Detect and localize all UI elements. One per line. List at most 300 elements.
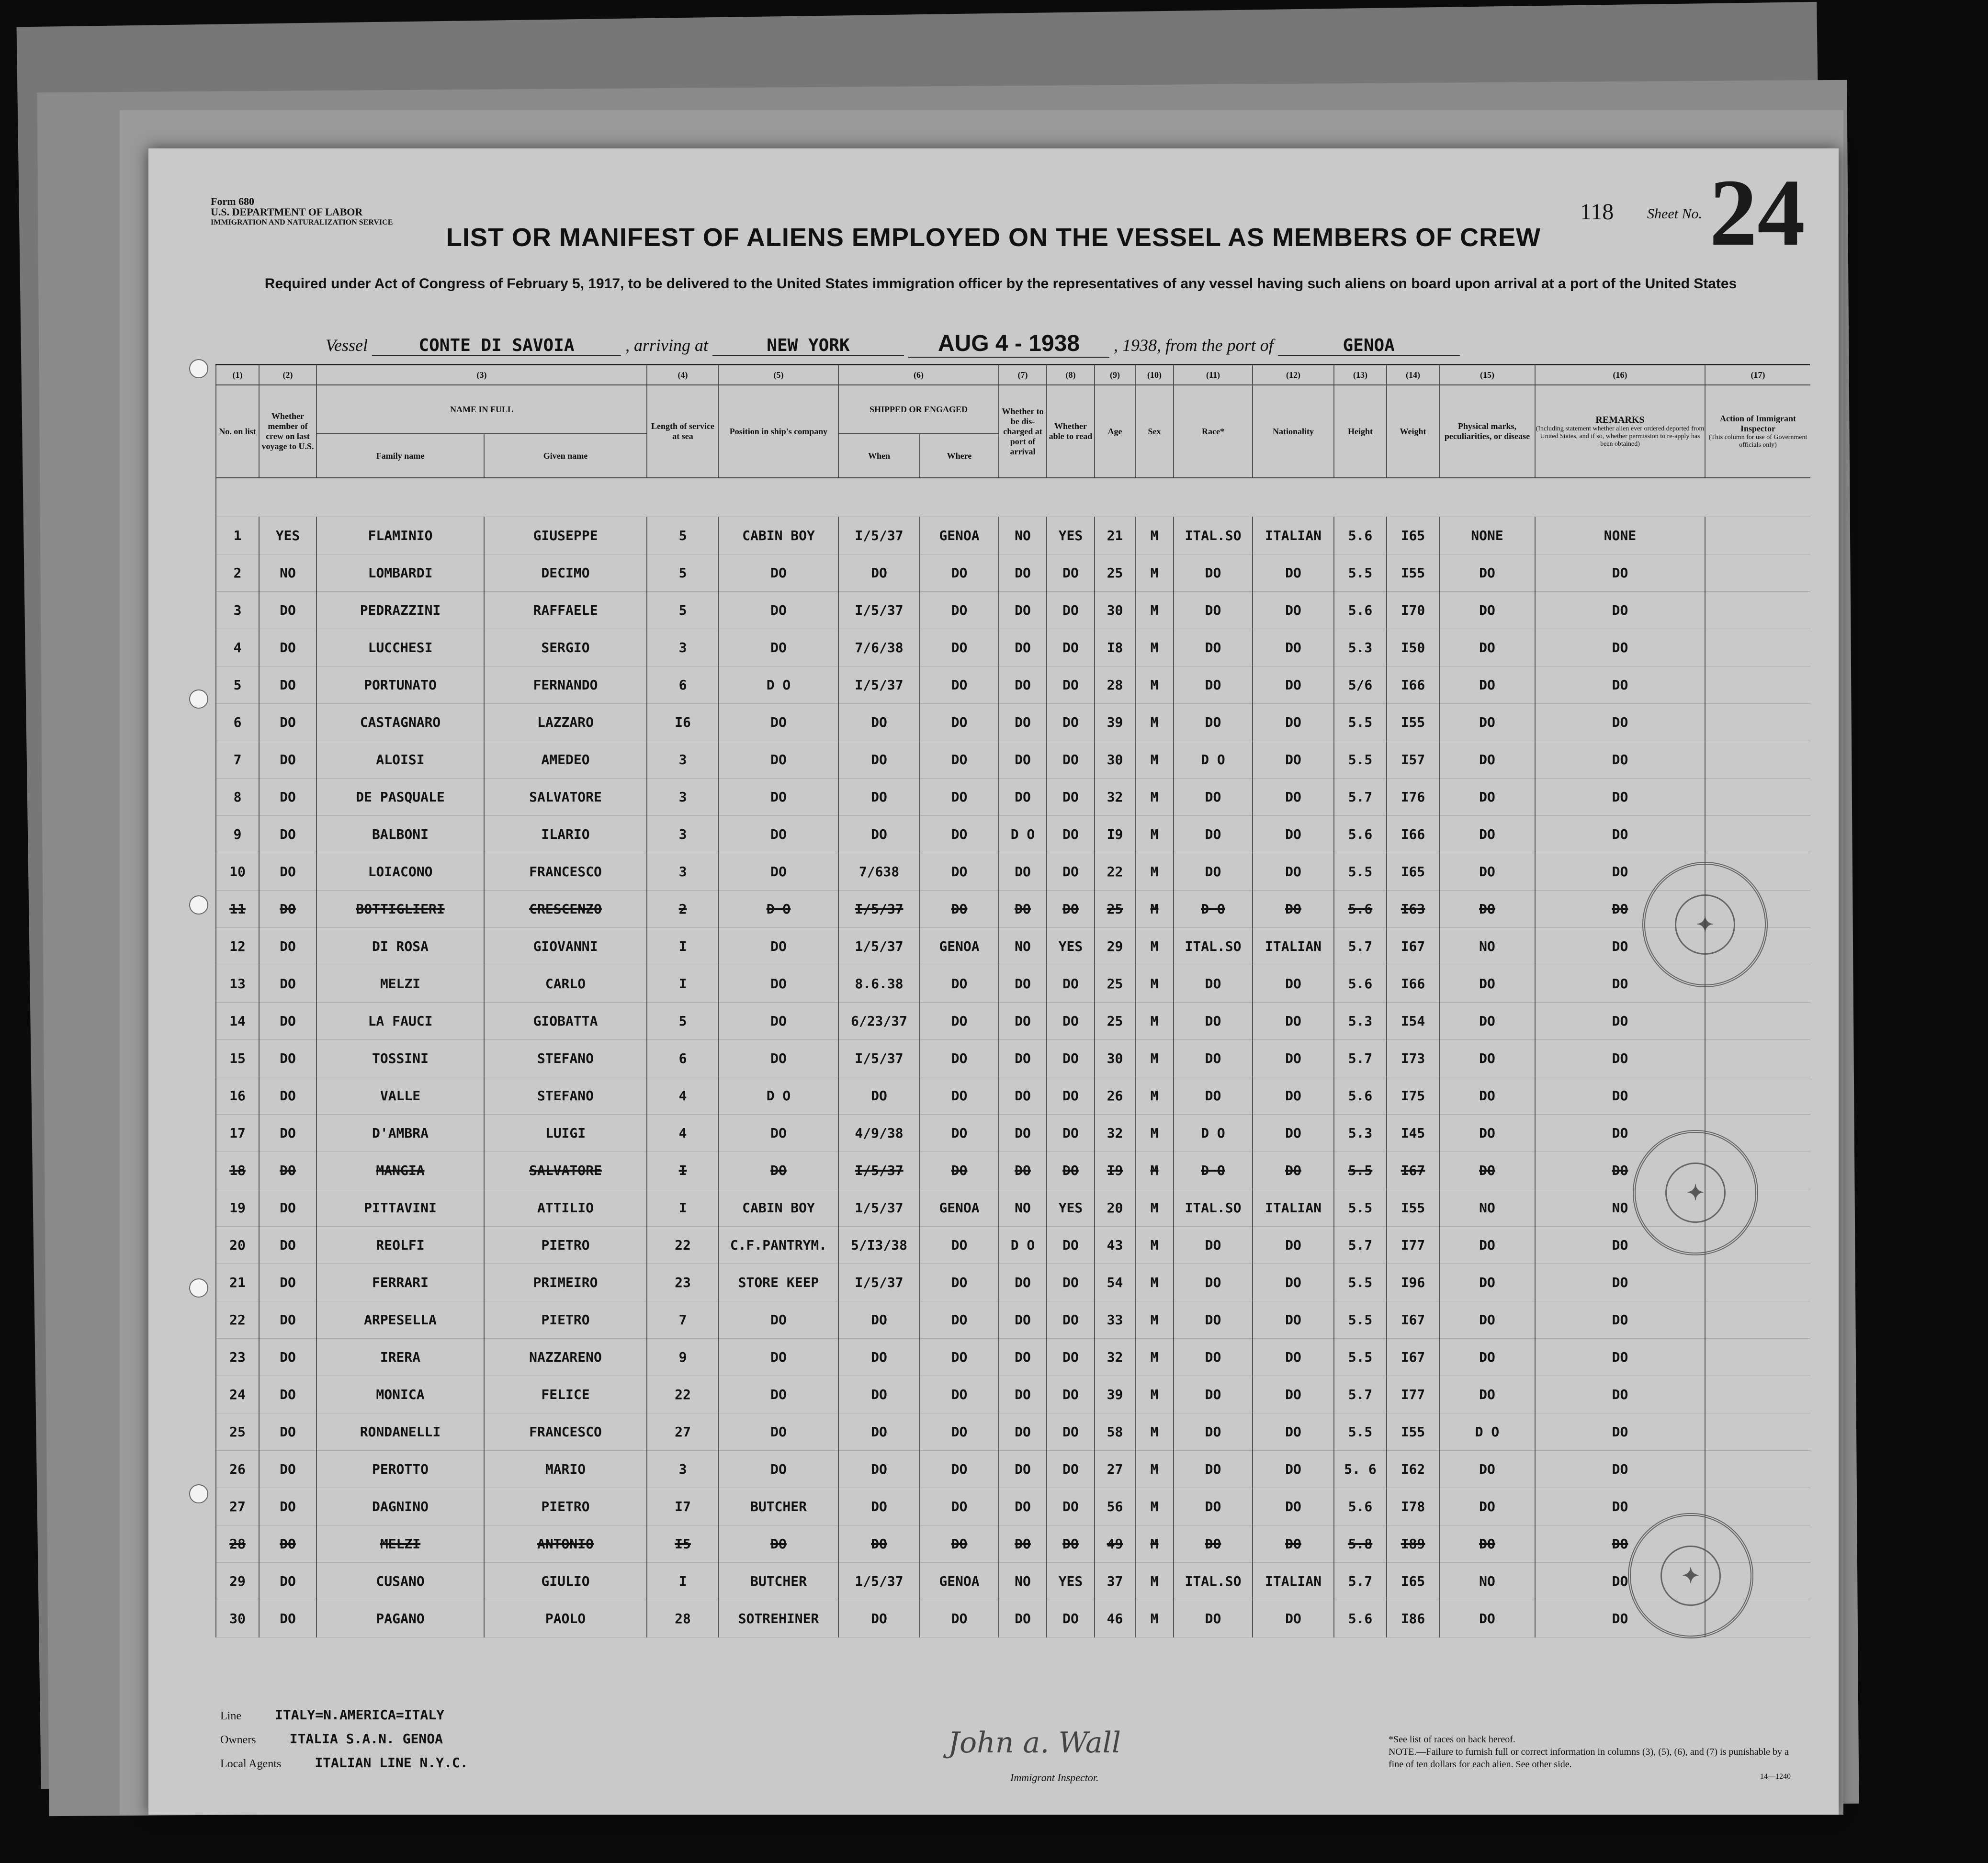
cell-age: 49 xyxy=(1095,1525,1135,1563)
vessel-line xyxy=(326,330,1714,358)
cell-disch: DO xyxy=(999,1451,1047,1488)
cell-remarks: NO xyxy=(1535,1189,1705,1227)
cell-disch: DO xyxy=(999,1376,1047,1413)
crew-row xyxy=(216,1488,1810,1525)
cell-sex: M xyxy=(1135,1227,1174,1264)
cell-given: GIULIO xyxy=(484,1563,647,1600)
cell-family: PAGANO xyxy=(316,1600,484,1637)
cell-race: DO xyxy=(1174,816,1253,853)
cell-read: DO xyxy=(1047,666,1095,704)
cell-where: GENOA xyxy=(920,1563,999,1600)
cell-position: SOTREHINER xyxy=(719,1600,838,1637)
cell-length: 4 xyxy=(647,1077,719,1115)
cell-length: 3 xyxy=(647,1451,719,1488)
col-position: Position in ship's company xyxy=(719,385,838,478)
cell-height: 5.5 xyxy=(1334,1301,1387,1339)
cell-sex: M xyxy=(1135,891,1174,928)
cell-weight: I67 xyxy=(1387,1152,1439,1189)
cell-length: I xyxy=(647,1563,719,1600)
cell-age: 32 xyxy=(1095,1339,1135,1376)
cell-read: YES xyxy=(1047,1189,1095,1227)
inspector-signature: John a. Wall xyxy=(948,1726,1121,1760)
cell-remarks: DO xyxy=(1535,928,1705,965)
col-number: (10) xyxy=(1135,365,1174,385)
cell-weight: I54 xyxy=(1387,1003,1439,1040)
cell-disch: DO xyxy=(999,779,1047,816)
col-number: (13) xyxy=(1334,365,1387,385)
cell-weight: I55 xyxy=(1387,1413,1439,1451)
cell-given: STEFANO xyxy=(484,1040,647,1077)
col-no: No. on list xyxy=(216,385,259,478)
col-number: (8) xyxy=(1047,365,1095,385)
cell-race: DO xyxy=(1174,592,1253,629)
cell-no: 15 xyxy=(216,1040,259,1077)
cell-no: 27 xyxy=(216,1488,259,1525)
consulate-stamp xyxy=(1642,862,1768,987)
cell-remarks: NONE xyxy=(1535,517,1705,554)
cell-nat: ITALIAN xyxy=(1253,928,1334,965)
cell-nat: DO xyxy=(1253,1451,1334,1488)
col-number: (11) xyxy=(1174,365,1253,385)
cell-race: DO xyxy=(1174,1040,1253,1077)
cell-disch: DO xyxy=(999,592,1047,629)
cell-remarks: DO xyxy=(1535,1040,1705,1077)
race-note: *See list of races on back hereof. xyxy=(1389,1734,1515,1745)
cell-where: DO xyxy=(920,1413,999,1451)
cell-action xyxy=(1705,629,1810,666)
cell-member: DO xyxy=(259,704,316,741)
cell-sex: M xyxy=(1135,816,1174,853)
cell-given: STEFANO xyxy=(484,1077,647,1115)
cell-sex: M xyxy=(1135,704,1174,741)
cell-race: DO xyxy=(1174,779,1253,816)
cell-sex: M xyxy=(1135,779,1174,816)
cell-length: 3 xyxy=(647,741,719,779)
cell-no: 7 xyxy=(216,741,259,779)
cell-when: I/5/37 xyxy=(838,891,920,928)
cell-remarks: DO xyxy=(1535,1376,1705,1413)
cell-remarks: DO xyxy=(1535,891,1705,928)
cell-height: 5.5 xyxy=(1334,741,1387,779)
cell-length: 5 xyxy=(647,592,719,629)
crew-row xyxy=(216,1227,1810,1264)
cell-where: DO xyxy=(920,1003,999,1040)
cell-length: 22 xyxy=(647,1227,719,1264)
crew-row xyxy=(216,554,1810,592)
cell-race: DO xyxy=(1174,853,1253,891)
crew-table-container xyxy=(215,364,1810,1696)
cell-read: DO xyxy=(1047,1264,1095,1301)
cell-length: 7 xyxy=(647,1301,719,1339)
cell-sex: M xyxy=(1135,1152,1174,1189)
cell-family: LUCCHESI xyxy=(316,629,484,666)
cell-height: 5.5 xyxy=(1334,853,1387,891)
cell-disch: DO xyxy=(999,629,1047,666)
col-family: Family name xyxy=(316,434,484,478)
cell-marks: DO xyxy=(1439,1600,1535,1637)
cell-nat: ITALIAN xyxy=(1253,1563,1334,1600)
cell-sex: M xyxy=(1135,1376,1174,1413)
cell-member: DO xyxy=(259,1488,316,1525)
cell-family: CUSANO xyxy=(316,1563,484,1600)
cell-sex: M xyxy=(1135,1003,1174,1040)
cell-marks: DO xyxy=(1439,1227,1535,1264)
cell-height: 5.6 xyxy=(1334,592,1387,629)
cell-read: DO xyxy=(1047,592,1095,629)
cell-family: PITTAVINI xyxy=(316,1189,484,1227)
cell-nat: DO xyxy=(1253,1339,1334,1376)
cell-no: 6 xyxy=(216,704,259,741)
penalty-note: NOTE.—Failure to furnish full or correct information in columns (3), (5), (6), and (7) is punishable by a fine of ten dollars for each alien. See other side. xyxy=(1389,1747,1789,1770)
agents-value: ITALIAN LINE N.Y.C. xyxy=(315,1755,468,1771)
col-number: (2) xyxy=(259,365,316,385)
cell-when: 1/5/37 xyxy=(838,928,920,965)
cell-marks: DO xyxy=(1439,666,1535,704)
cell-where: DO xyxy=(920,1376,999,1413)
cell-where: DO xyxy=(920,1115,999,1152)
cell-no: 23 xyxy=(216,1339,259,1376)
cell-disch: DO xyxy=(999,965,1047,1003)
cell-remarks: DO xyxy=(1535,965,1705,1003)
cell-read: DO xyxy=(1047,779,1095,816)
crew-row xyxy=(216,1189,1810,1227)
arriving-label: , arriving at xyxy=(625,336,708,355)
cell-age: 33 xyxy=(1095,1301,1135,1339)
cell-family: IRERA xyxy=(316,1339,484,1376)
cell-age: 54 xyxy=(1095,1264,1135,1301)
vessel-label: Vessel xyxy=(326,336,368,355)
cell-sex: M xyxy=(1135,928,1174,965)
cell-disch: DO xyxy=(999,1264,1047,1301)
cell-length: 27 xyxy=(647,1413,719,1451)
cell-age: 25 xyxy=(1095,891,1135,928)
cell-weight: I55 xyxy=(1387,1189,1439,1227)
cell-when: 7/638 xyxy=(838,853,920,891)
cell-marks: DO xyxy=(1439,1040,1535,1077)
cell-length: 5 xyxy=(647,554,719,592)
cell-remarks: DO xyxy=(1535,779,1705,816)
remarks-title: REMARKS xyxy=(1595,414,1645,425)
col-when: When xyxy=(838,434,920,478)
cell-remarks: DO xyxy=(1535,741,1705,779)
cell-read: DO xyxy=(1047,704,1095,741)
cell-age: 43 xyxy=(1095,1227,1135,1264)
cell-marks: DO xyxy=(1439,1152,1535,1189)
cell-action xyxy=(1705,1488,1810,1525)
cell-position: DO xyxy=(719,1115,838,1152)
cell-age: 30 xyxy=(1095,592,1135,629)
cell-where: DO xyxy=(920,554,999,592)
arrival-date: AUG 4 - 1938 xyxy=(908,330,1109,358)
cell-disch: DO xyxy=(999,1488,1047,1525)
cell-where: GENOA xyxy=(920,928,999,965)
cell-sex: M xyxy=(1135,741,1174,779)
cell-race: D O xyxy=(1174,1152,1253,1189)
cell-where: DO xyxy=(920,1525,999,1563)
cell-race: DO xyxy=(1174,1525,1253,1563)
cell-remarks: DO xyxy=(1535,1563,1705,1600)
cell-age: 20 xyxy=(1095,1189,1135,1227)
cell-member: DO xyxy=(259,1077,316,1115)
cell-no: 25 xyxy=(216,1413,259,1451)
cell-read: DO xyxy=(1047,1301,1095,1339)
cell-height: 5.6 xyxy=(1334,1077,1387,1115)
col-number: (3) xyxy=(316,365,647,385)
cell-no: 5 xyxy=(216,666,259,704)
cell-given: FRANCESCO xyxy=(484,853,647,891)
cell-where: DO xyxy=(920,891,999,928)
cell-height: 5.5 xyxy=(1334,1264,1387,1301)
sheet-stamp-number: 118 xyxy=(1580,199,1614,225)
cell-position: STORE KEEP xyxy=(719,1264,838,1301)
punch-hole xyxy=(189,689,208,709)
cell-member: DO xyxy=(259,1525,316,1563)
cell-read: DO xyxy=(1047,1600,1095,1637)
cell-read: YES xyxy=(1047,928,1095,965)
cell-no: 9 xyxy=(216,816,259,853)
cell-given: GIUSEPPE xyxy=(484,517,647,554)
cell-when: 4/9/38 xyxy=(838,1115,920,1152)
eagle-seal-icon: ✦ xyxy=(1660,1546,1721,1606)
crew-table xyxy=(215,365,1810,1637)
cell-length: 22 xyxy=(647,1376,719,1413)
cell-race: DO xyxy=(1174,1077,1253,1115)
cell-nat: DO xyxy=(1253,741,1334,779)
crew-row xyxy=(216,1451,1810,1488)
cell-marks: DO xyxy=(1439,816,1535,853)
col-number: (16) xyxy=(1535,365,1705,385)
cell-member: DO xyxy=(259,1152,316,1189)
cell-nat: DO xyxy=(1253,1077,1334,1115)
cell-where: DO xyxy=(920,1077,999,1115)
cell-family: PEROTTO xyxy=(316,1451,484,1488)
cell-given: LUIGI xyxy=(484,1115,647,1152)
cell-weight: I50 xyxy=(1387,629,1439,666)
cell-sex: M xyxy=(1135,1525,1174,1563)
cell-family: PORTUNATO xyxy=(316,666,484,704)
col-number: (12) xyxy=(1253,365,1334,385)
cell-position: DO xyxy=(719,1040,838,1077)
cell-family: CASTAGNARO xyxy=(316,704,484,741)
cell-member: DO xyxy=(259,853,316,891)
cell-length: 6 xyxy=(647,1040,719,1077)
remarks-note: (Including statement whether alien ever ordered deported from United States, and if so, whether permission to re-apply has been obtained) xyxy=(1536,425,1705,448)
cell-family: ARPESELLA xyxy=(316,1301,484,1339)
cell-weight: I70 xyxy=(1387,592,1439,629)
cell-race: DO xyxy=(1174,1451,1253,1488)
cell-nat: ITALIAN xyxy=(1253,517,1334,554)
cell-when: DO xyxy=(838,704,920,741)
consulate-stamp xyxy=(1633,1130,1758,1255)
cell-position: DO xyxy=(719,816,838,853)
cell-marks: DO xyxy=(1439,1264,1535,1301)
crew-row xyxy=(216,779,1810,816)
cell-family: MELZI xyxy=(316,1525,484,1563)
crew-row xyxy=(216,1003,1810,1040)
cell-action xyxy=(1705,1339,1810,1376)
cell-sex: M xyxy=(1135,1600,1174,1637)
cell-when: DO xyxy=(838,816,920,853)
arrival-port: NEW YORK xyxy=(712,336,904,356)
cell-disch: DO xyxy=(999,1115,1047,1152)
spacer-row xyxy=(216,478,1810,517)
page-subtitle: Required under Act of Congress of February 5, 1917, to be delivered to the United States immigration officer by the representatives of any vessel having such aliens on board upon arrival at a port of the United States xyxy=(264,276,1737,292)
consulate-stamp xyxy=(1628,1513,1753,1638)
cell-when: DO xyxy=(838,1301,920,1339)
cell-height: 5.5 xyxy=(1334,1152,1387,1189)
cell-given: PRIMEIRO xyxy=(484,1264,647,1301)
cell-remarks: DO xyxy=(1535,1339,1705,1376)
cell-read: DO xyxy=(1047,1376,1095,1413)
cell-when: I/5/37 xyxy=(838,517,920,554)
cell-weight: I65 xyxy=(1387,517,1439,554)
cell-when: I/5/37 xyxy=(838,1040,920,1077)
cell-when: DO xyxy=(838,554,920,592)
cell-weight: I73 xyxy=(1387,1040,1439,1077)
cell-where: DO xyxy=(920,1264,999,1301)
cell-member: DO xyxy=(259,666,316,704)
cell-position: DO xyxy=(719,1376,838,1413)
cell-action xyxy=(1705,1003,1810,1040)
cell-weight: I77 xyxy=(1387,1227,1439,1264)
cell-marks: NO xyxy=(1439,1189,1535,1227)
cell-length: 9 xyxy=(647,1339,719,1376)
crew-row xyxy=(216,1413,1810,1451)
cell-where: DO xyxy=(920,1600,999,1637)
cell-family: LOIACONO xyxy=(316,853,484,891)
cell-height: 5.6 xyxy=(1334,1488,1387,1525)
cell-member: DO xyxy=(259,1264,316,1301)
crew-row xyxy=(216,1563,1810,1600)
crew-row xyxy=(216,1525,1810,1563)
cell-sex: M xyxy=(1135,554,1174,592)
col-length: Length of service at sea xyxy=(647,385,719,478)
cell-when: DO xyxy=(838,741,920,779)
cell-no: 10 xyxy=(216,853,259,891)
sheet-label: Sheet No. xyxy=(1647,206,1702,222)
cell-no: 18 xyxy=(216,1152,259,1189)
cell-marks: DO xyxy=(1439,554,1535,592)
cell-family: TOSSINI xyxy=(316,1040,484,1077)
cell-race: ITAL.SO xyxy=(1174,928,1253,965)
cell-disch: DO xyxy=(999,1077,1047,1115)
cell-weight: I77 xyxy=(1387,1376,1439,1413)
cell-family: REOLFI xyxy=(316,1227,484,1264)
cell-given: PAOLO xyxy=(484,1600,647,1637)
cell-weight: I55 xyxy=(1387,704,1439,741)
cell-family: MELZI xyxy=(316,965,484,1003)
cell-where: DO xyxy=(920,965,999,1003)
cell-read: DO xyxy=(1047,1003,1095,1040)
cell-weight: I67 xyxy=(1387,1301,1439,1339)
crew-row xyxy=(216,1301,1810,1339)
col-sex: Sex xyxy=(1135,385,1174,478)
cell-age: 25 xyxy=(1095,554,1135,592)
cell-member: DO xyxy=(259,1563,316,1600)
cell-nat: DO xyxy=(1253,779,1334,816)
cell-read: DO xyxy=(1047,1077,1095,1115)
cell-family: MANGIA xyxy=(316,1152,484,1189)
action-title: Action of Immigrant Inspector xyxy=(1720,414,1796,433)
cell-when: I/5/37 xyxy=(838,592,920,629)
cell-weight: I55 xyxy=(1387,554,1439,592)
cell-remarks: DO xyxy=(1535,1413,1705,1451)
cell-where: GENOA xyxy=(920,1189,999,1227)
cell-length: 3 xyxy=(647,779,719,816)
cell-family: PEDRAZZINI xyxy=(316,592,484,629)
cell-sex: M xyxy=(1135,853,1174,891)
cell-where: DO xyxy=(920,704,999,741)
cell-given: SALVATORE xyxy=(484,1152,647,1189)
cell-marks: DO xyxy=(1439,1339,1535,1376)
cell-sex: M xyxy=(1135,517,1174,554)
cell-weight: I66 xyxy=(1387,816,1439,853)
col-name: NAME IN FULL xyxy=(316,385,647,434)
cell-when: DO xyxy=(838,1413,920,1451)
cell-nat: DO xyxy=(1253,1227,1334,1264)
sheet-number: 24 xyxy=(1709,160,1805,266)
cell-member: DO xyxy=(259,1413,316,1451)
cell-nat: DO xyxy=(1253,1115,1334,1152)
cell-family: RONDANELLI xyxy=(316,1413,484,1451)
cell-sex: M xyxy=(1135,965,1174,1003)
cell-height: 5.6 xyxy=(1334,1600,1387,1637)
cell-when: I/5/37 xyxy=(838,666,920,704)
cell-member: DO xyxy=(259,1115,316,1152)
crew-row xyxy=(216,666,1810,704)
cell-action xyxy=(1705,1376,1810,1413)
cell-race: DO xyxy=(1174,704,1253,741)
cell-disch: NO xyxy=(999,1189,1047,1227)
cell-nat: DO xyxy=(1253,704,1334,741)
page-title: LIST OR MANIFEST OF ALIENS EMPLOYED ON THE VESSEL AS MEMBERS OF CREW xyxy=(446,223,1541,252)
cell-marks: DO xyxy=(1439,1376,1535,1413)
cell-no: 12 xyxy=(216,928,259,965)
cell-age: 30 xyxy=(1095,741,1135,779)
col-read: Whether able to read xyxy=(1047,385,1095,478)
cell-where: DO xyxy=(920,853,999,891)
cell-read: DO xyxy=(1047,816,1095,853)
cell-nat: DO xyxy=(1253,1525,1334,1563)
cell-age: 32 xyxy=(1095,1115,1135,1152)
cell-weight: I67 xyxy=(1387,1339,1439,1376)
crew-row xyxy=(216,1339,1810,1376)
cell-length: I xyxy=(647,965,719,1003)
punch-hole xyxy=(189,1484,208,1503)
crew-row xyxy=(216,517,1810,554)
cell-marks: DO xyxy=(1439,704,1535,741)
cell-height: 5.5 xyxy=(1334,554,1387,592)
cell-no: 13 xyxy=(216,965,259,1003)
cell-given: SERGIO xyxy=(484,629,647,666)
cell-age: 29 xyxy=(1095,928,1135,965)
crew-row xyxy=(216,1376,1810,1413)
cell-age: 58 xyxy=(1095,1413,1135,1451)
col-number: (1) xyxy=(216,365,259,385)
cell-weight: I62 xyxy=(1387,1451,1439,1488)
cell-member: DO xyxy=(259,592,316,629)
cell-action xyxy=(1705,554,1810,592)
cell-height: 5.3 xyxy=(1334,1115,1387,1152)
cell-action xyxy=(1705,1264,1810,1301)
cell-height: 5.6 xyxy=(1334,965,1387,1003)
cell-nat: DO xyxy=(1253,1488,1334,1525)
col-action xyxy=(1705,385,1810,478)
cell-marks: DO xyxy=(1439,1115,1535,1152)
cell-when: 1/5/37 xyxy=(838,1189,920,1227)
cell-remarks: DO xyxy=(1535,1264,1705,1301)
cell-position: DO xyxy=(719,592,838,629)
